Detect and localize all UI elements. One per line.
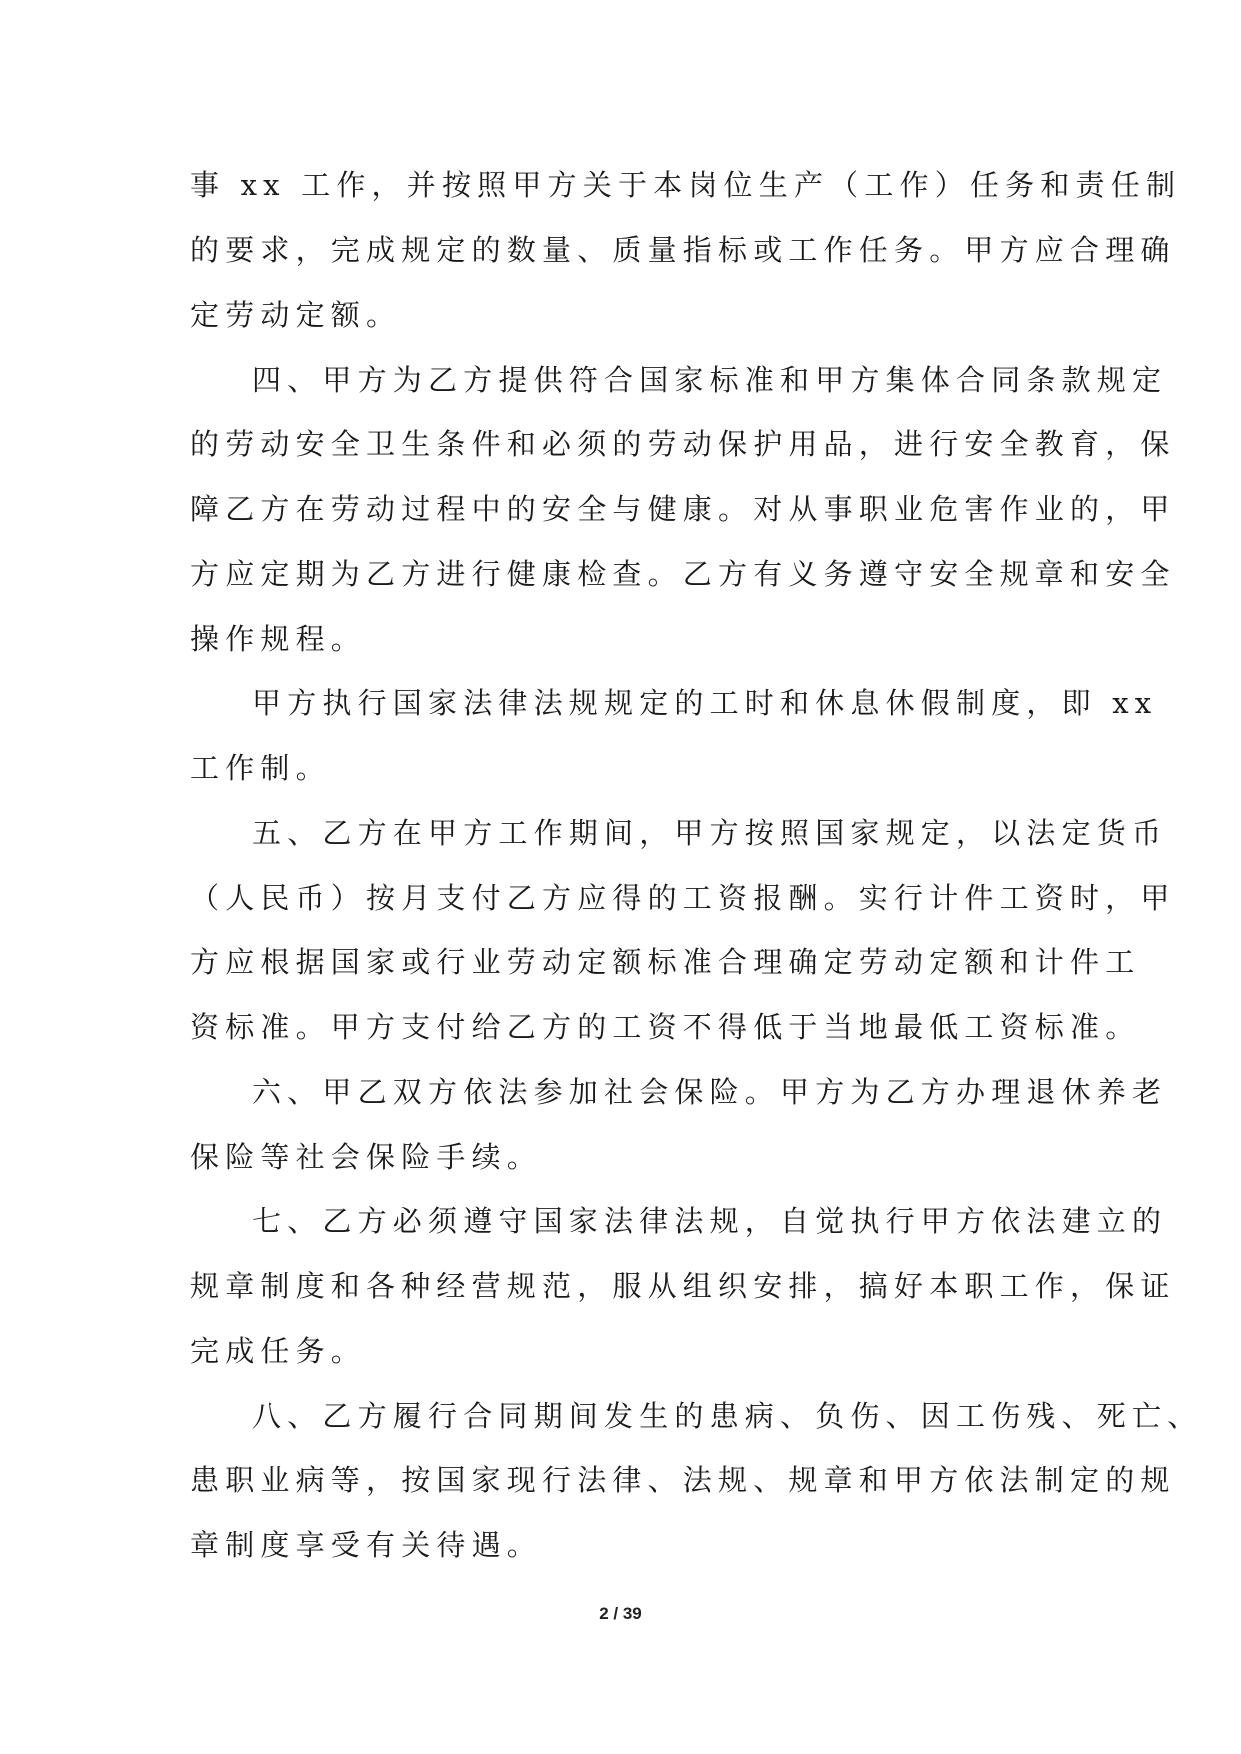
text-line: 工作制。 — [190, 751, 331, 785]
text-line: 完成任务。 — [190, 1334, 367, 1368]
text-line: 的劳动安全卫生条件和必须的劳动保护用品，进行安全教育，保 — [190, 427, 1176, 461]
text-line: 定劳动定额。 — [190, 298, 402, 332]
text-line: 障乙方在劳动过程中的安全与健康。对从事职业危害作业的，甲 — [190, 492, 1176, 526]
text-line: （人民币）按月支付乙方应得的工资报酬。实行计件工资时，甲 — [190, 881, 1176, 915]
text-line: 患职业病等，按国家现行法律、法规、规章和甲方依法制定的规 — [190, 1463, 1176, 1497]
text-line: 六、甲乙双方依法参加社会保险。甲方为乙方办理退休养老 — [252, 1075, 1168, 1109]
text-line: 五、乙方在甲方工作期间，甲方按照国家规定，以法定货币 — [252, 816, 1168, 850]
text-line: 七、乙方必须遵守国家法律法规，自觉执行甲方依法建立的 — [252, 1204, 1168, 1238]
text-line: 操作规程。 — [190, 622, 367, 656]
text-line: 方应根据国家或行业劳动定额标准合理确定劳动定额和计件工 — [190, 945, 1141, 979]
text-line: 章制度享受有关待遇。 — [190, 1528, 543, 1562]
text-line: 保险等社会保险手续。 — [190, 1140, 543, 1174]
text-line: 八、乙方履行合同期间发生的患病、负伤、因工伤残、死亡、 — [252, 1399, 1203, 1433]
text-line: 四、甲方为乙方提供符合国家标准和甲方集体合同条款规定 — [252, 363, 1168, 397]
text-line: 资标准。甲方支付给乙方的工资不得低于当地最低工资标准。 — [190, 1010, 1141, 1044]
text-line: 事 xx 工作，并按照甲方关于本岗位生产（工作）任务和责任制 — [190, 168, 1182, 202]
text-line: 的要求，完成规定的数量、质量指标或工作任务。甲方应合理确 — [190, 233, 1176, 267]
text-line: 甲方执行国家法律法规规定的工时和休息休假制度，即 xx — [252, 686, 1158, 720]
text-line: 规章制度和各种经营规范，服从组织安排，搞好本职工作，保证 — [190, 1269, 1176, 1303]
page-number: 2 / 39 — [599, 1604, 642, 1623]
text-line: 方应定期为乙方进行健康检查。乙方有义务遵守安全规章和安全 — [190, 557, 1176, 591]
